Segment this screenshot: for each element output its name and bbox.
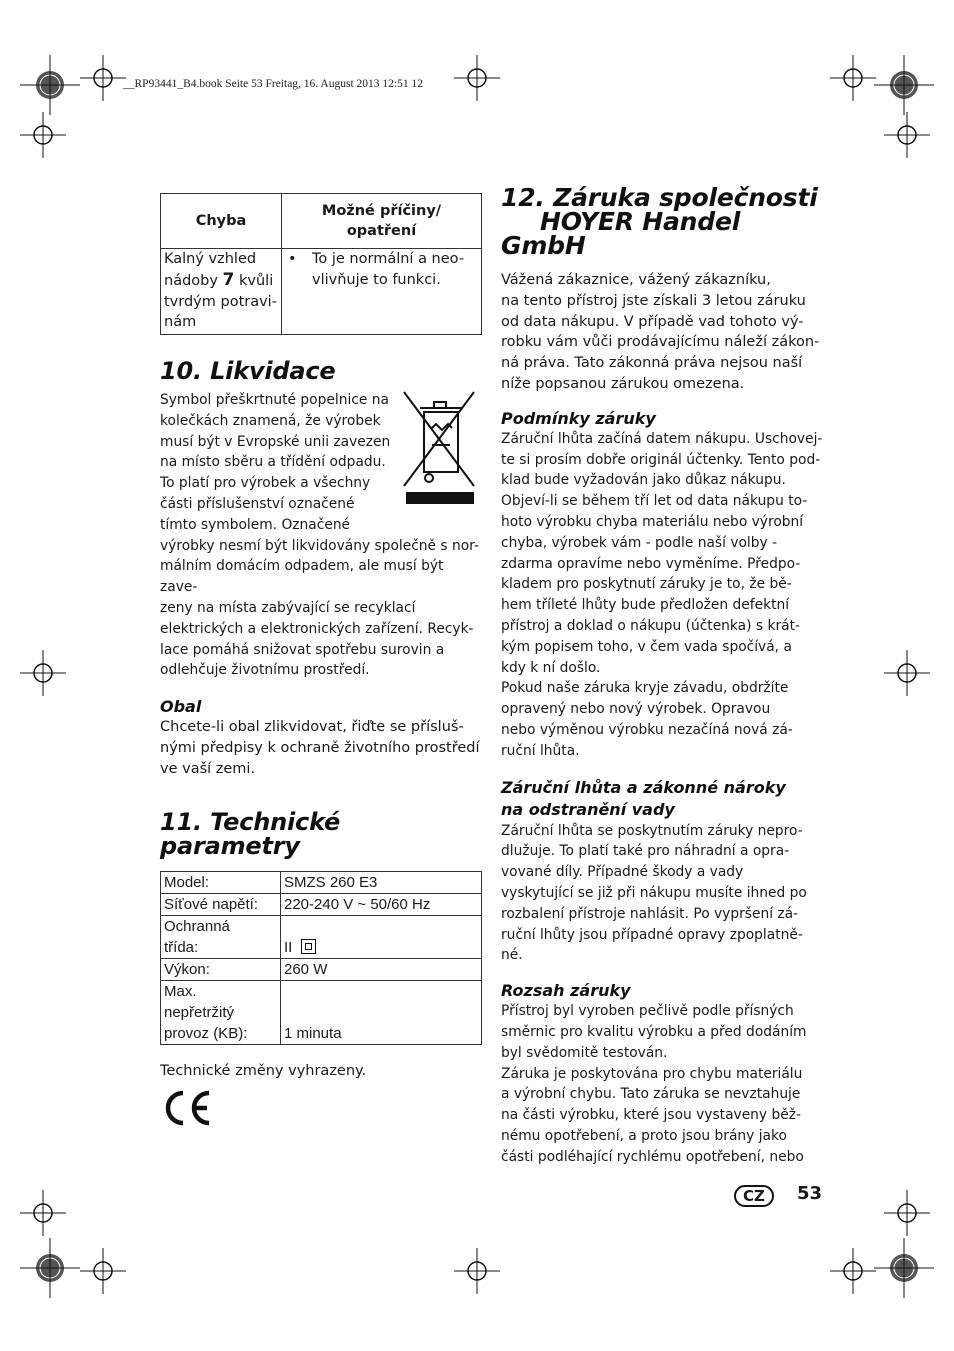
registration-mark-icon	[20, 55, 80, 115]
registration-mark-icon	[80, 1248, 126, 1294]
warranty-conditions-title: Podmínky záruky	[501, 408, 656, 428]
tech-row-max-operation: Max. nepřetržitý provoz (KB): 1 minuta	[161, 980, 482, 1044]
warranty-period-text: Záruční lhůta se poskytnutím záruky nepro- dlužuje. To platí také pro náhradní a opra- vované díly. Případné škody a vady vyskytující se již při nákupu musíte ihned po rozbalení přístroje nahlásit. Po vypršení zá- ruční lhůty jsou případné opravy zpoplatně- né.	[501, 822, 807, 964]
country-code-badge: CZ	[734, 1185, 774, 1207]
registration-mark-icon	[830, 1248, 876, 1294]
registration-mark-icon	[20, 1238, 80, 1298]
obal-title: Obal	[160, 697, 202, 717]
tech-row-model: Model: SMZS 260 E3	[161, 871, 482, 893]
warranty-period-title: Záruční lhůta a zákonné nároky na odstranění vady	[501, 777, 786, 819]
section-10-text-wrapped: Symbol přeškrtnuté popelnice na kolečkách znamená, že výrobek musí být v Evropské unii zavezen na místo sběru a třídění odpadu. To platí pro výrobek a všechny části příslušenství označené tímto symbolem. Označené	[160, 392, 391, 533]
page-number: 53	[797, 1183, 823, 1204]
section-12-intro: Vážená zákaznice, vážený zákazníku, na tento přístroj jste získali 3 letou záruku od data nákupu. V případě vad tohoto vý- robku vám vůči prodávajícímu náleží zákon- ná práva. Tato zákonná práva nejsou naší níže popsanou zárukou omezena.	[501, 272, 820, 392]
error-column-header: Chyba	[161, 194, 282, 249]
tech-changes-note: Technické změny vyhrazeny.	[160, 1062, 367, 1079]
registration-mark-icon	[20, 650, 66, 696]
tech-row-protection-class: Ochranná třída: II	[161, 915, 482, 958]
crossed-out-wheelie-bin-icon	[402, 390, 478, 510]
bullet: •	[288, 251, 297, 267]
tech-row-power: Výkon: 260 W	[161, 958, 482, 980]
tech-row-voltage: Síťové napětí: 220-240 V ~ 50/60 Hz	[161, 893, 482, 915]
ce-mark-icon	[163, 1089, 482, 1131]
error-cell: Kalný vzhled nádoby 7 kvůli tvrdým potravi- nám	[161, 249, 282, 335]
registration-mark-icon	[20, 1190, 66, 1236]
section-10-text: výrobky nesmí být likvidovány společně s nor- málním domácím odpadem, ale musí být zave- zeny na místa zabývající se recyklací elektrických a elektronických zařízení. Recyk- lace pomáhá snižovat spotřebu surovin a odlehčuje životnímu prostředí.	[160, 537, 479, 679]
tech-specs-table	[160, 871, 482, 1045]
registration-mark-icon	[874, 1238, 934, 1298]
obal-text: Chcete-li obal zlikvidovat, řiďte se přísluš- nými předpisy k ochraně životního prostředí ve vaší zemi.	[160, 719, 480, 777]
section-12-title: 12. Záruka společnosti HOYER Handel GmbH	[501, 183, 818, 260]
book-meta-line: __RP93441_B4.book Seite 53 Freitag, 16. August 2013 12:51 12	[123, 78, 423, 90]
cause-column-header: Možné příčiny/ opatření	[282, 194, 482, 249]
section-10-title: 10. Likvidace	[160, 357, 336, 385]
registration-mark-icon	[884, 650, 930, 696]
registration-mark-icon	[874, 55, 934, 115]
protection-class-ii-icon	[301, 939, 316, 954]
registration-mark-icon	[884, 112, 930, 158]
registration-mark-icon	[454, 55, 500, 101]
right-column	[501, 183, 823, 1167]
section-11-title: 11. Technické parametry	[160, 807, 341, 860]
left-column	[160, 193, 482, 1131]
registration-mark-icon	[80, 55, 126, 101]
warranty-conditions-text: Záruční lhůta začíná datem nákupu. Uschovej- te si prosím dobře originál účtenky. Tento pod- klad bude vyžadován jako důkaz nákupu. Objeví-li se během tří let od data nákupu to- hoto výrobku chyba materiálu nebo výrobní chyba, výrobek vám - podle naší volby - zdarma opravíme nebo vyměníme. Předpo- kladem pro poskytnutí záruky je to, že bě- hem tříleté lhůty bude předložen defektní přístroj a doklad o nákupu (účtenka) s krát- kým popisem toho, v čem vada spočívá, a kdy k ní došlo. Pokud naše záruka kryje závadu, obdržíte opravený nebo nový výrobek. Opravou nebo výměnou výrobku nezačíná nová zá- ruční lhůta.	[501, 430, 823, 759]
cause-cell: • To je normální a neo- vlivňuje to funkci.	[282, 249, 482, 335]
registration-mark-icon	[884, 1190, 930, 1236]
warranty-scope-text: Přístroj byl vyroben pečlivě podle přísných směrnic pro kvalitu výrobku a před dodáním byl svědomitě testován. Záruka je poskytována pro chybu materiálu a výrobní chybu. Tato záruka se nevztahuje na části výrobku, které jsou vystaveny běž- nému opotřebení, a proto jsou brány jako části podléhající rychlému opotřebení, nebo	[501, 1003, 807, 1165]
registration-mark-icon	[20, 112, 66, 158]
error-table	[160, 193, 482, 335]
warranty-scope-title: Rozsah záruky	[501, 981, 631, 1001]
registration-mark-icon	[830, 55, 876, 101]
registration-mark-icon	[454, 1248, 500, 1294]
